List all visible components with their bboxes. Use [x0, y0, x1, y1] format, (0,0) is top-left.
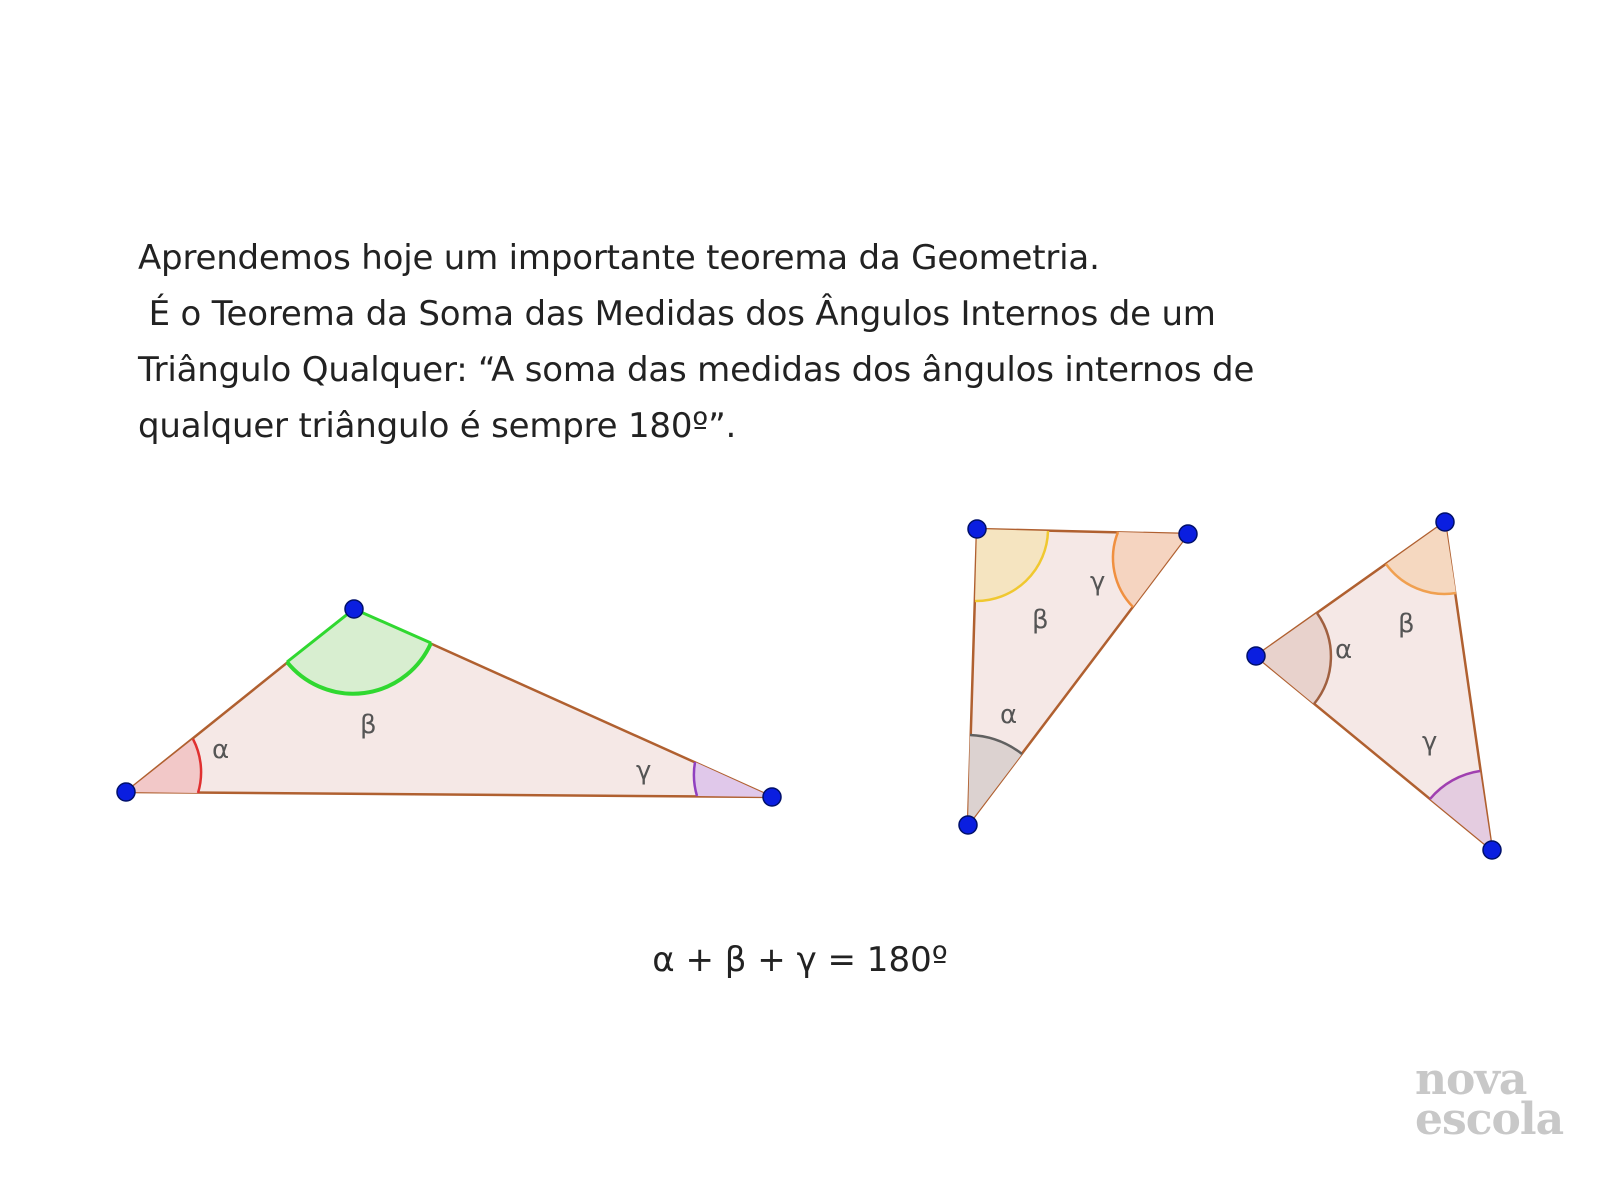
triangle-right-alpha-sector: [1256, 613, 1331, 704]
triangle-right-vertex-left[interactable]: [1247, 647, 1265, 665]
triangle-large-beta-label: β: [360, 710, 377, 740]
triangle-large-alpha-label: α: [212, 735, 230, 765]
triangle-middle-vertex-bottom[interactable]: [959, 816, 977, 834]
triangle-large-body: [126, 609, 772, 797]
paragraph-line-4: qualquer triângulo é sempre 180º”.: [138, 406, 737, 446]
triangle-right-vertex-top[interactable]: [1436, 513, 1454, 531]
triangle-large-vertex-left[interactable]: [117, 783, 135, 801]
triangle-right-vertex-bottom[interactable]: [1483, 841, 1501, 859]
triangle-large-vertex-right[interactable]: [763, 788, 781, 806]
angle-sum-formula: α + β + γ = 180º: [652, 940, 948, 980]
triangle-middle: [959, 520, 1197, 834]
triangle-middle-alpha-label: α: [1000, 700, 1018, 730]
triangle-middle-vertex-top-right[interactable]: [1179, 525, 1197, 543]
paragraph-line-2: É o Teorema da Soma das Medidas dos Ângulos Internos de um: [138, 294, 1216, 334]
nova-escola-logo: [1415, 1054, 1575, 1145]
logo-line-1: nova: [1415, 1054, 1527, 1105]
paragraph-line-1: Aprendemos hoje um importante teorema da Geometria.: [138, 238, 1100, 278]
triangle-middle-gamma-label: γ: [1090, 567, 1106, 597]
triangle-right: [1247, 513, 1501, 859]
triangle-large: [117, 600, 781, 806]
triangle-right-gamma-label: γ: [1422, 727, 1438, 757]
triangle-large-vertex-top[interactable]: [345, 600, 363, 618]
logo-line-2: escola: [1415, 1094, 1564, 1145]
triangle-large-gamma-sector: [694, 762, 772, 797]
triangle-middle-beta-label: β: [1032, 605, 1049, 635]
triangle-large-alpha-sector: [126, 739, 201, 793]
triangle-right-alpha-label: α: [1335, 635, 1353, 665]
triangle-middle-vertex-top-left[interactable]: [968, 520, 986, 538]
triangle-large-gamma-label: γ: [636, 756, 652, 786]
triangle-right-beta-label: β: [1398, 609, 1415, 639]
paragraph-line-3: Triângulo Qualquer: “A soma das medidas dos ângulos internos de: [138, 350, 1255, 390]
